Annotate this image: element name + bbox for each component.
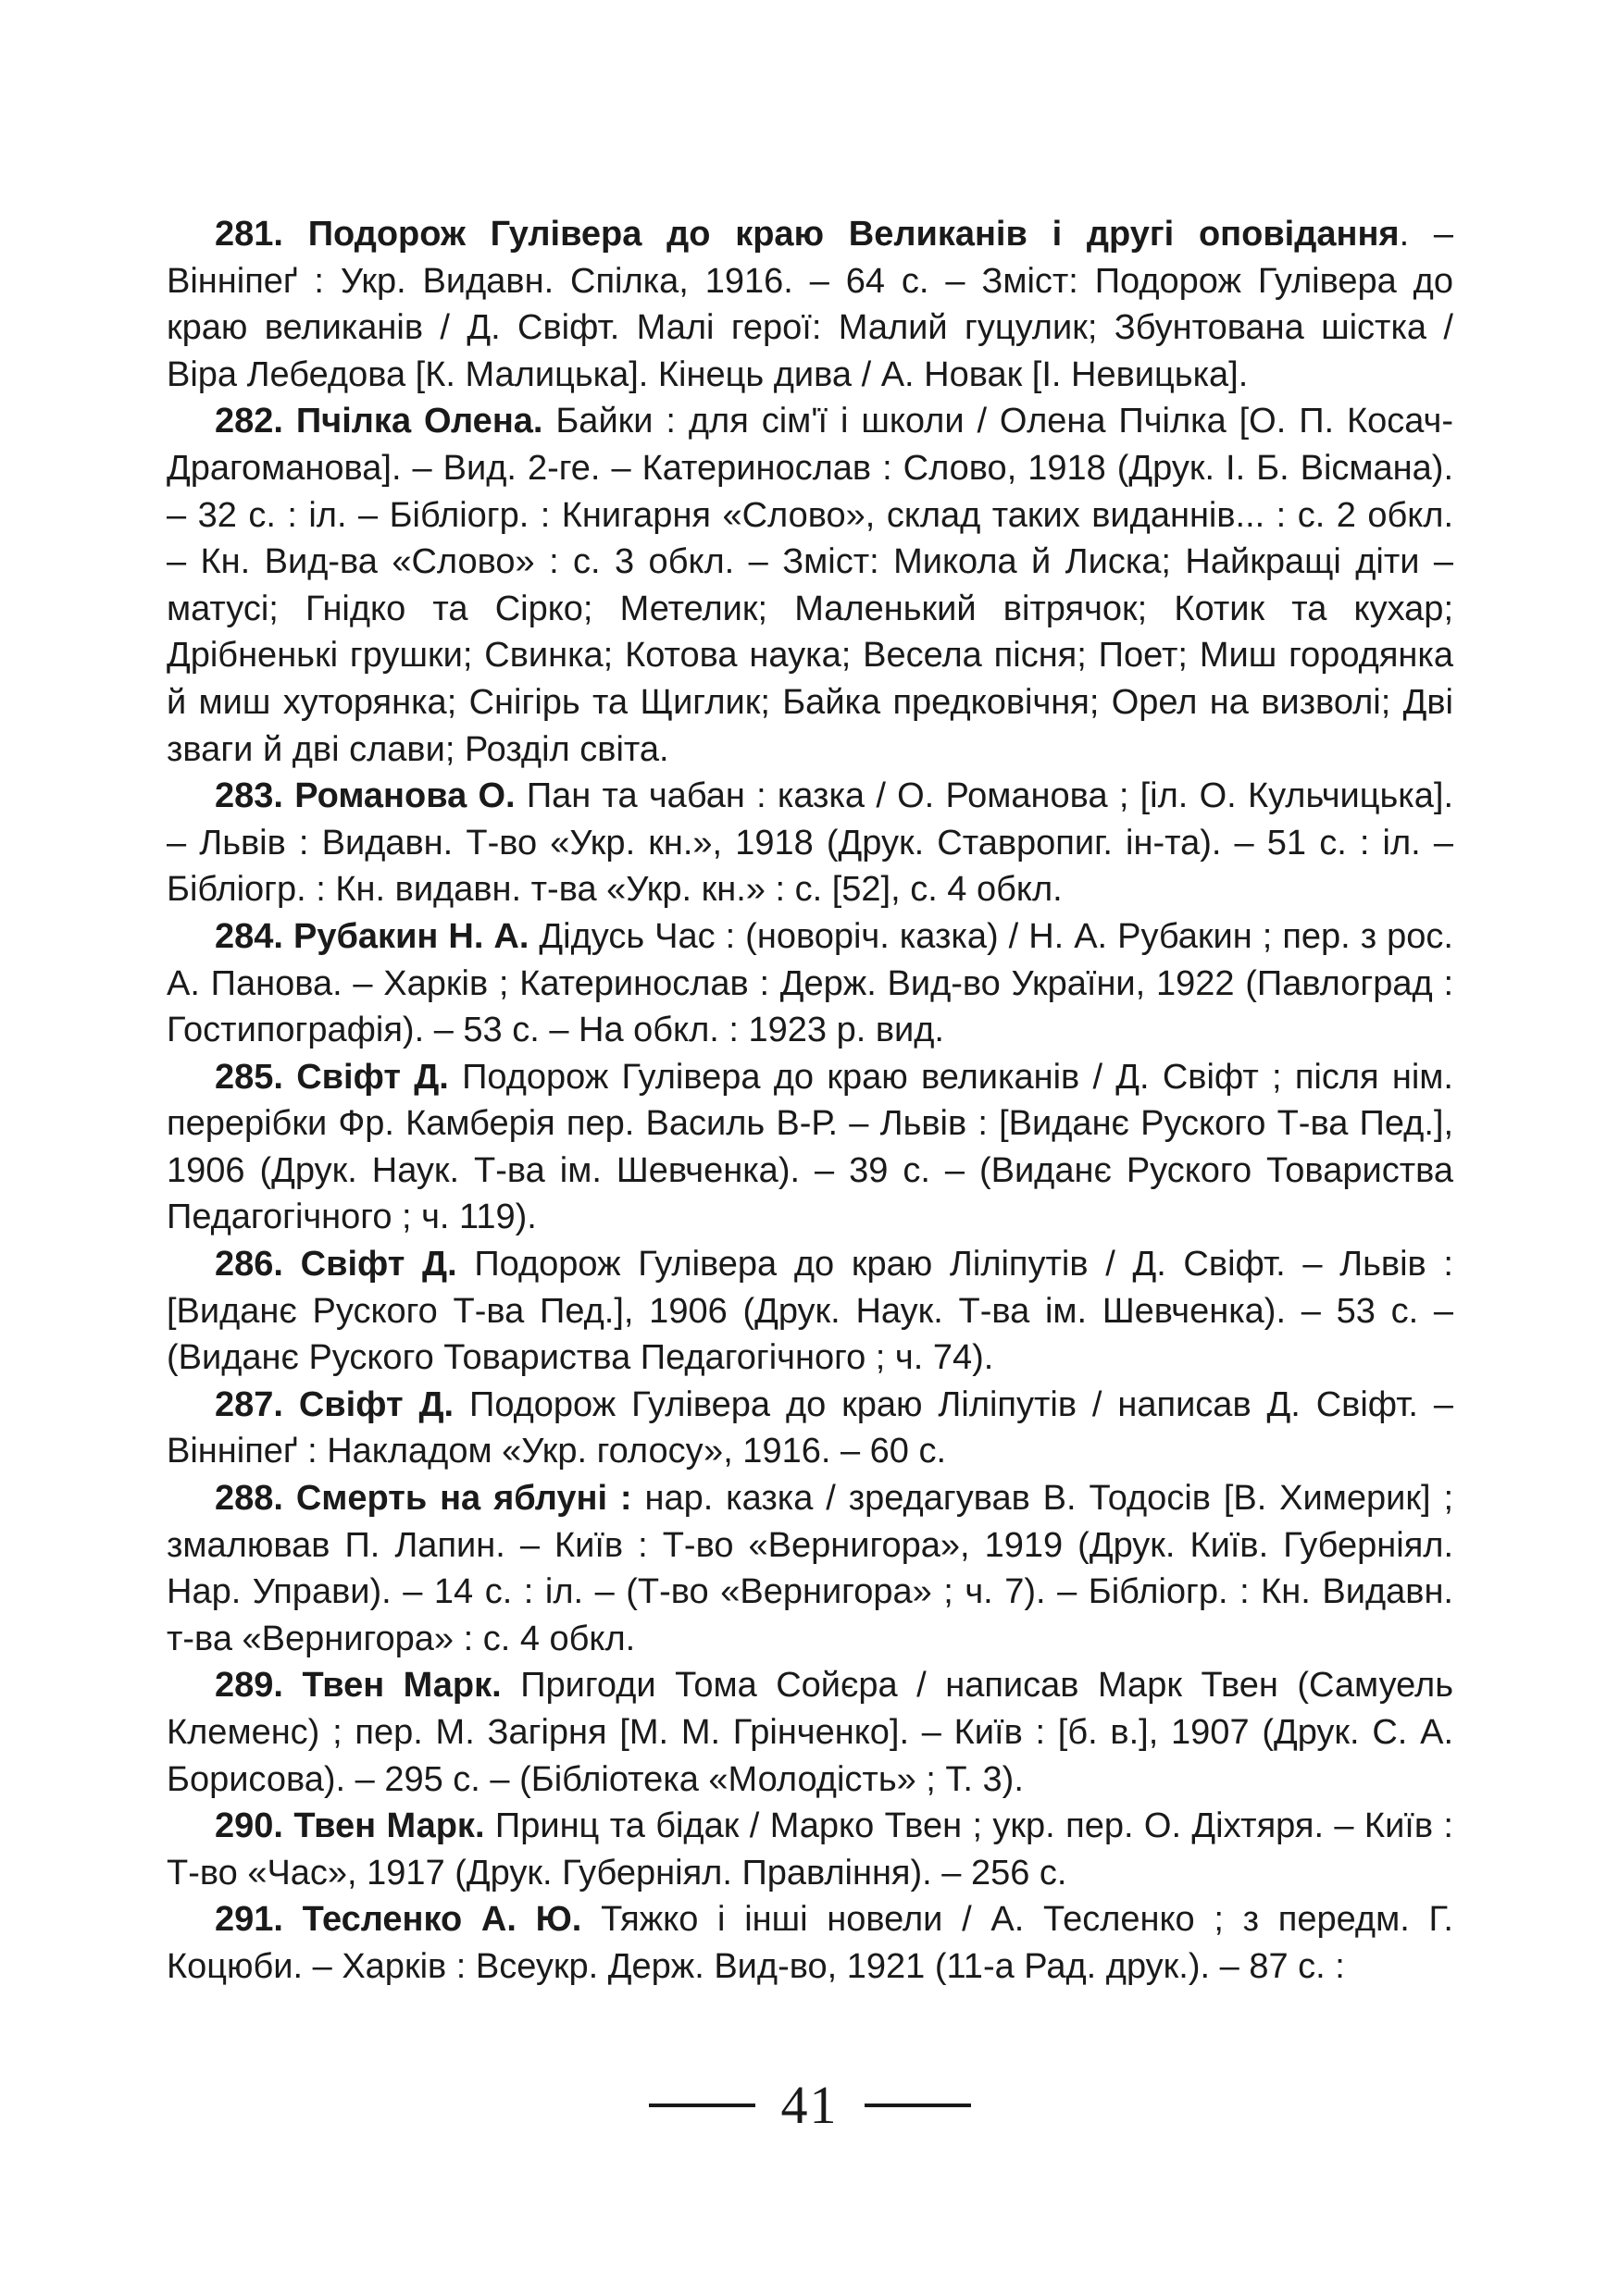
entry-289 bbox=[167, 1662, 1453, 1803]
bibliography-page bbox=[167, 211, 1453, 1991]
footer-rule-left bbox=[649, 2104, 755, 2107]
entry-body: Байки : для сім'ї і школи / Олена Пчілка [О. П. Косач-Драгоманова]. – Вид. 2-ге. – Катеринослав : Слово, 1918 (Друк. І. Б. Вісмана). – 32 с. : іл. – Бібліогр. : Книгарня «Слово», склад таких виданнів... : с. 2 обкл. – Кн. Вид-ва «Слово» : с. 3 обкл. – Зміст: Микола й Лиска; Найкращі діти – матусі; Гнідко та Сірко; Метелик; Маленький вітрячок; Котик та кухар; Дрібненькі грушки; Свинка; Котова наука; Весела пісня; Поет; Миш городянка й миш хуторянка; Снігірь та Щиглик; Байка предковічня; Орел на визволі; Дві зваги й дві слави; Розділ світа. bbox=[167, 402, 1453, 769]
page-number: 41 bbox=[780, 2075, 839, 2135]
entry-body: Пригоди Тома Сойєра / написав Марк Твен (Самуель Клеменс) ; пер. М. Загірня [М. М. Грінченко]. – Київ : [б. в.], 1907 (Друк. С. А. Борисова). – 295 с. – (Бібліотека «Молодість» ; Т. 3). bbox=[167, 1666, 1453, 1799]
entry-285 bbox=[167, 1054, 1453, 1241]
entry-body: Дідусь Час : (новоріч. казка) / Н. А. Рубакин ; пер. з рос. А. Панова. – Харків ; Катеринослав : Держ. Вид-во України, 1922 (Павлоград : Гостипографія). – 53 с. – На обкл. : 1923 р. вид. bbox=[167, 916, 1453, 1050]
entry-body: нар. казка / зредагував В. Тодосів [В. Химерик] ; змалював П. Лапин. – Київ : Т-во «Вернигора», 1919 (Друк. Київ. Губерніял. Нар. Управи). – 14 с. : іл. – (Т-во «Вернигора» ; ч. 7). – Бібліогр. : Кн. Видавн. т-ва «Вернигора» : с. 4 обкл. bbox=[167, 1479, 1453, 1658]
entry-body: Принц та бідак / Марко Твен ; укр. пер. О. Діхтяря. – Київ : Т-во «Час», 1917 (Друк. Губерніял. Правління). – 256 с. bbox=[167, 1806, 1453, 1893]
entry-body: . – Вінніпеґ : Укр. Видавн. Спілка, 1916. – 64 с. – Зміст: Подорож Гулівера до краю великанів / Д. Свіфт. Малі герої: Малий гуцулик; Збунтована шістка / Віра Лебедова [К. Малицька]. Кінець дива / А. Новак [І. Невицька]. bbox=[167, 215, 1454, 394]
entry-heading: 285. Свіфт Д. bbox=[215, 1057, 449, 1097]
entry-body: Подорож Гулівера до краю Ліліпутів / написав Д. Свіфт. – Вінніпеґ : Накладом «Укр. голосу», 1916. – 60 с. bbox=[167, 1384, 1453, 1471]
entry-heading: 283. Романова О. bbox=[215, 776, 516, 816]
entry-290 bbox=[167, 1803, 1453, 1896]
page-footer bbox=[0, 2075, 1619, 2135]
entry-body: Подорож Гулівера до краю великанів / Д. Свіфт ; після нім. перерібки Фр. Камберія пер. Василь В-Р. – Львів : [Виданє Руского Т-ва Пед.], 1906 (Друк. Наук. Т-ва ім. Шевченка). – 39 с. – (Виданє Руского Товариства Педагогічного ; ч. 119). bbox=[167, 1057, 1453, 1237]
entry-284 bbox=[167, 913, 1453, 1054]
entry-heading: 289. Твен Марк. bbox=[215, 1666, 502, 1706]
entry-287 bbox=[167, 1382, 1453, 1475]
entry-heading: 286. Свіфт Д. bbox=[215, 1245, 457, 1285]
entry-body: Тяжко і інші новели / А. Тесленко ; з передм. Г. Коцюби. – Харків : Всеукр. Держ. Вид-во, 1921 (11-а Рад. друк.). – 87 с. : bbox=[167, 1900, 1453, 1986]
entry-283 bbox=[167, 773, 1453, 913]
entry-heading: 287. Свіфт Д. bbox=[215, 1384, 455, 1424]
entry-heading: 288. Смерть на яблуні : bbox=[215, 1479, 632, 1519]
entry-body: Подорож Гулівера до краю Ліліпутів / Д. Свіфт. – Львів : [Виданє Руского Т-ва Пед.], 1906 (Друк. Наук. Т-ва ім. Шевченка). – 53 с. – (Виданє Руского Товариства Педагогічного ; ч. 74). bbox=[167, 1245, 1453, 1378]
entry-heading: 281. Подорож Гулівера до краю Великанів і другі оповідання bbox=[215, 215, 1400, 254]
entry-heading: 291. Тесленко А. Ю. bbox=[215, 1900, 582, 1940]
entry-heading: 284. Рубакин Н. А. bbox=[215, 916, 529, 956]
entry-281 bbox=[167, 211, 1453, 398]
entry-286 bbox=[167, 1241, 1453, 1382]
entry-heading: 290. Твен Марк. bbox=[215, 1806, 485, 1846]
footer-rule-right bbox=[865, 2104, 971, 2107]
entry-291 bbox=[167, 1896, 1453, 1990]
entry-heading: 282. Пчілка Олена. bbox=[215, 402, 543, 441]
entry-288 bbox=[167, 1475, 1453, 1662]
entry-body: Пан та чабан : казка / О. Романова ; [іл. О. Кульчицька]. – Львів : Видавн. Т-во «Укр. кн.», 1918 (Друк. Ставропиг. ін-та). – 51 с. : іл. – Бібліогр. : Кн. видавн. т-ва «Укр. кн.» : с. [52], с. 4 обкл. bbox=[167, 776, 1453, 910]
entry-282 bbox=[167, 398, 1453, 773]
